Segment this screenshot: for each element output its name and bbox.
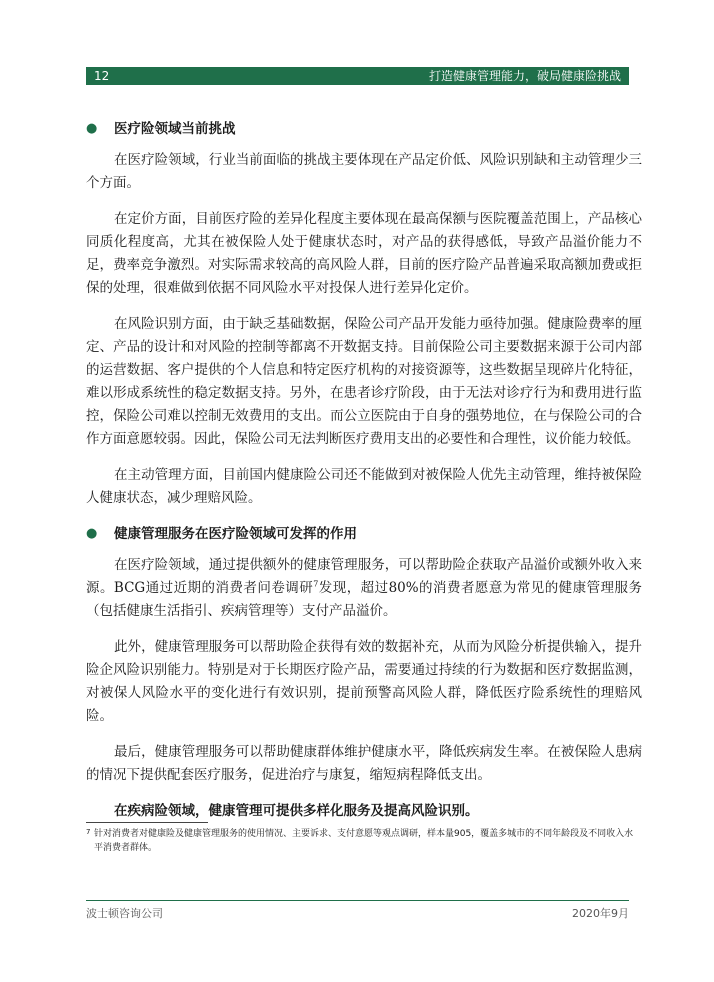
running-header bbox=[86, 67, 629, 85]
footnote-reference[interactable]: 7 bbox=[313, 579, 319, 589]
paragraph: 在医疗险领域，行业当前面临的挑战主要体现在产品定价低、风险识别缺和主动管理少三个方面。 bbox=[86, 152, 642, 191]
section-heading-text: 医疗险领域当前挑战 bbox=[114, 121, 236, 137]
bullet-icon: ● bbox=[86, 121, 98, 136]
footer-publisher: 波士顿咨询公司 bbox=[86, 907, 163, 920]
paragraph: 在风险识别方面，由于缺乏基础数据，保险公司产品开发能力亟待加强。健康险费率的厘定、产品的设计和对风险的控制等都离不开数据支持。目前保险公司主要数据来源于公司内部的运营数据、客户提供的个人信息和特定医疗机构的对接资源等，这些数据呈现碎片化特征，难以形成系统性的稳定数据支持。另外，在患者诊疗阶段，由于无法对诊疗行为和费用进行监控，保险公司难以控制无效费用的支出。而公立医院由于自身的强势地位，在与保险公司的合作方面意愿较弱。因此，保险公司无法判断医疗费用支出的必要性和合理性，议价能力较低。 bbox=[86, 316, 642, 447]
paragraph-text: 发现，超过80%的消费者愿意为常见的健康管理服务（包括健康生活指引、疾病管理等）支付产品溢价。 bbox=[86, 580, 642, 619]
footer-divider bbox=[86, 900, 629, 901]
page-number: 12 bbox=[94, 69, 110, 83]
footnote-text: 针对消费者对健康险及健康管理服务的使用情况、主要诉求、支付意愿等观点调研，样本量905，覆盖多城市的不同年龄段及不同收入水平消费者群体。 bbox=[94, 829, 634, 853]
paragraph-with-footnote-ref bbox=[86, 554, 642, 623]
paragraph: 在定价方面，目前医疗险的差异化程度主要体现在最高保额与医院覆盖范围上，产品核心同质化程度高，尤其在被保险人处于健康状态时，对产品的获得感低，导致产品溢价能力不足，费率竞争激烈。对实际需求较高的高风险人群，目前的医疗险产品普遍采取高额加费或拒保的处理，很难做到依据不同风险水平对投保人进行差异化定价。 bbox=[86, 211, 642, 296]
section-heading-role bbox=[86, 523, 642, 545]
page-body bbox=[86, 118, 642, 836]
running-title: 打造健康管理能力，破局健康险挑战 bbox=[428, 69, 621, 83]
paragraph: 在主动管理方面，目前国内健康险公司还不能做到对被保险人优先主动管理，维持被保险人健康状态，减少理赔风险。 bbox=[86, 467, 642, 506]
footnote-number: 7 bbox=[86, 828, 91, 836]
section-heading-challenges bbox=[86, 118, 642, 140]
bullet-icon: ● bbox=[86, 526, 98, 541]
paragraph: 最后，健康管理服务可以帮助健康群体维护健康水平，降低疾病发生率。在被保险人患病的情况下提供配套医疗服务，促进治疗与康复，缩短病程降低支出。 bbox=[86, 744, 642, 783]
section-heading-text: 健康管理服务在医疗险领域可发挥的作用 bbox=[114, 526, 357, 542]
paragraph: 此外，健康管理服务可以帮助险企获得有效的数据补充，从而为风险分析提供输入，提升险企风险识别能力。特别是对于长期医疗险产品，需要通过持续的行为数据和医疗数据监测，对被保人风险水平的变化进行有效识别，提前预警高风险人群，降低医疗险系统性的理赔风险。 bbox=[86, 639, 642, 724]
footer-date: 2020年9月 bbox=[572, 907, 629, 920]
bold-statement: 在疾病险领域，健康管理可提供多样化服务及提高风险识别。 bbox=[114, 803, 479, 819]
paragraph-text: 在医疗险领域，通过提供额外的健康管理服务，可以帮助险企获取产品溢价或额外收入来源。BCG通过近期的消费者问卷调研 bbox=[86, 557, 642, 596]
footnote-divider bbox=[86, 822, 208, 823]
footnote bbox=[86, 827, 642, 855]
